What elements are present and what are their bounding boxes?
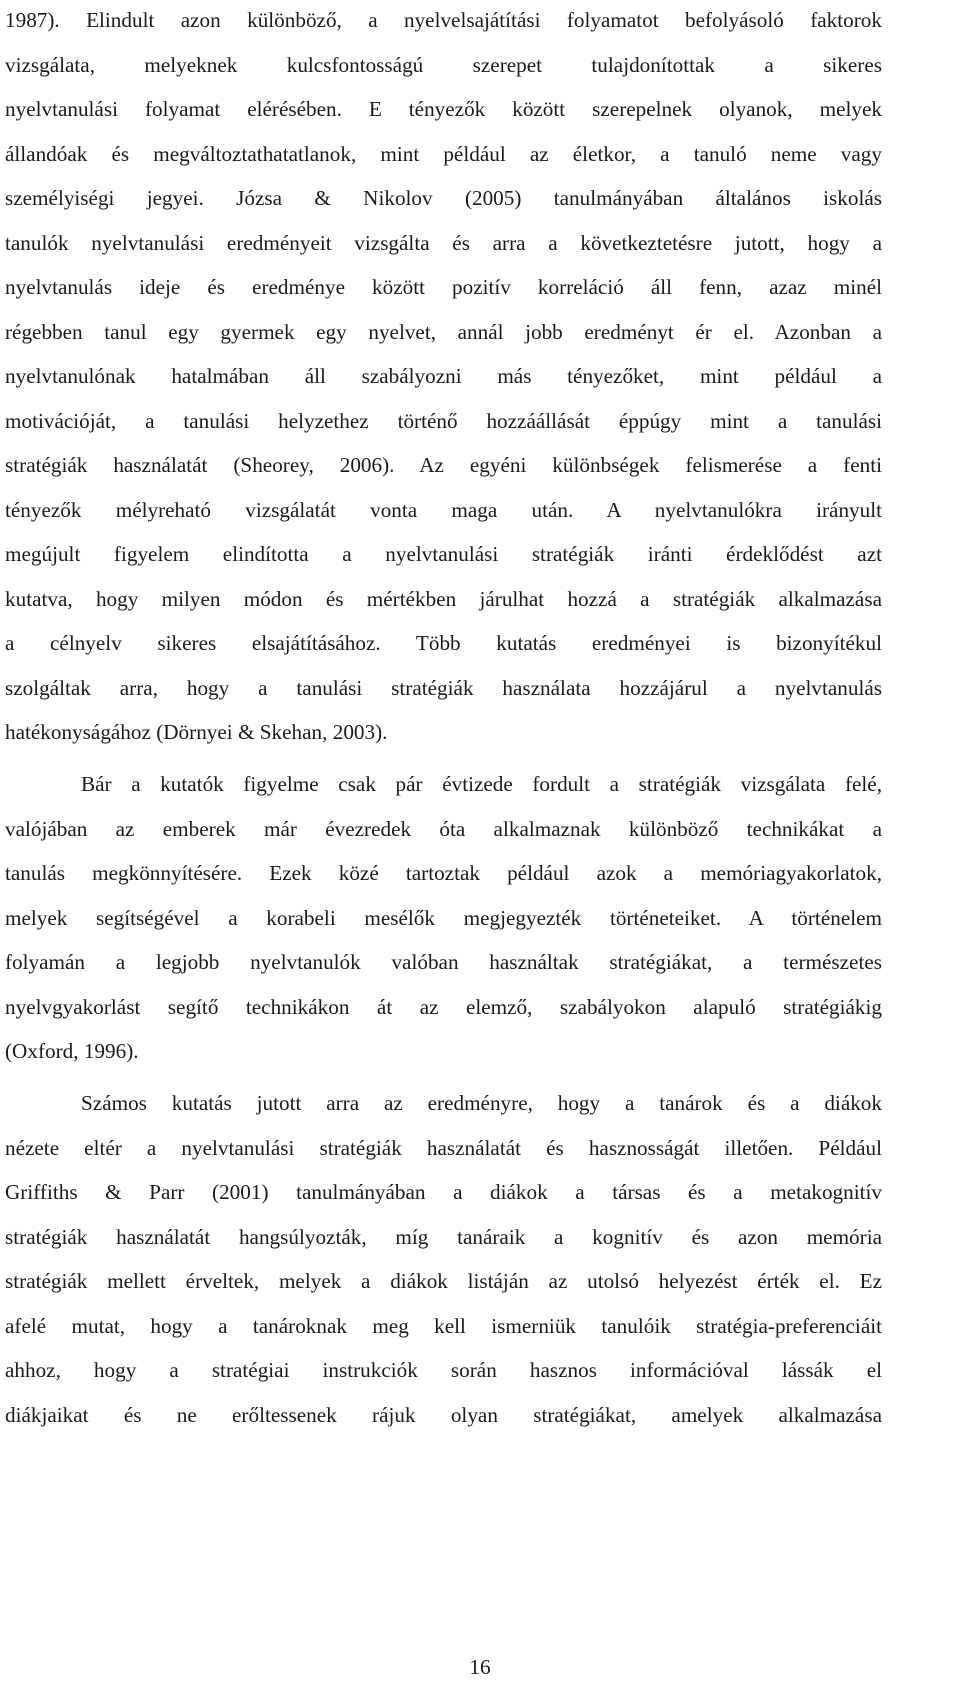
text-line: a célnyelv sikeres elsajátításához. Több kutatás eredményei is bizonyítékul	[5, 631, 882, 655]
text-line: tanulás megkönnyítésére. Ezek közé tartoztak például azok a memóriagyakorlatok,	[5, 861, 882, 885]
text-line: régebben tanul egy gyermek egy nyelvet, annál jobb eredményt ér el. Azonban a	[5, 319, 882, 344]
text-line: tényezők mélyreható vizsgálatát vonta maga után. A nyelvtanulókra irányult	[5, 497, 882, 522]
text-line: Bár a kutatók figyelme csak pár évtizede fordult a stratégiák vizsgálata felé,	[81, 772, 882, 796]
text-line: valójában az emberek már évezredek óta alkalmaznak különböző technikákat a	[5, 816, 882, 841]
text-line: folyamán a legjobb nyelvtanulók valóban használtak stratégiákat, a természetes	[5, 950, 882, 974]
text-line: nyelvtanulás ideje és eredménye között pozitív korreláció áll fenn, azaz minél	[5, 275, 882, 299]
text-line: (Oxford, 1996).	[5, 1039, 139, 1063]
text-line: kutatva, hogy milyen módon és mértékben járulhat hozzá a stratégiák alkalmazása	[5, 586, 882, 611]
text-line: stratégiák használatát hangsúlyozták, míg tanáraik a kognitív és azon memória	[5, 1224, 882, 1249]
text-line: szolgáltak arra, hogy a tanulási stratégiák használata hozzájárul a nyelvtanulás	[5, 675, 882, 700]
text-line: motivációját, a tanulási helyzethez történő hozzáállását éppúgy mint a tanulási	[5, 408, 882, 433]
text-line: személyiségi jegyei. Józsa & Nikolov (2005) tanulmányában általános iskolás	[5, 186, 882, 210]
text-line: tanulók nyelvtanulási eredményeit vizsgálta és arra a következtetésre jutott, hogy a	[5, 230, 882, 255]
text-line: nézete eltér a nyelvtanulási stratégiák használatát és hasznosságát illetően. Például	[5, 1135, 882, 1160]
text-line: diákjaikat és ne erőltessenek rájuk olyan stratégiákat, amelyek alkalmazása	[5, 1402, 882, 1427]
text-line: stratégiák mellett érveltek, melyek a diákok listáján az utolsó helyezést érték el. Ez	[5, 1269, 882, 1293]
text-line: állandóak és megváltoztathatatlanok, mint például az életkor, a tanuló neme vagy	[5, 141, 882, 166]
text-line: nyelvgyakorlást segítő technikákon át az elemző, szabályokon alapuló stratégiákig	[5, 994, 882, 1019]
page-number: 16	[469, 1655, 491, 1679]
text-line: nyelvtanulónak hatalmában áll szabályozni más tényezőket, mint például a	[5, 364, 882, 388]
text-line: Griffiths & Parr (2001) tanulmányában a diákok a társas és a metakognitív	[5, 1180, 882, 1204]
text-line: Számos kutatás jutott arra az eredményre, hogy a tanárok és a diákok	[81, 1091, 882, 1115]
text-line: afelé mutat, hogy a tanároknak meg kell ismerniük tanulóik stratégia-preferenciáit	[5, 1313, 882, 1338]
text-line: stratégiák használatát (Sheorey, 2006). Az egyéni különbségek felismerése a fenti	[5, 453, 882, 477]
text-line: ahhoz, hogy a stratégiai instrukciók során hasznos információval lássák el	[5, 1358, 882, 1382]
text-line: hatékonyságához (Dörnyei & Skehan, 2003).	[5, 720, 388, 744]
text-line: megújult figyelem elindította a nyelvtanulási stratégiák iránti érdeklődést azt	[5, 542, 882, 566]
text-line: vizsgálata, melyeknek kulcsfontosságú szerepet tulajdonítottak a sikeres	[5, 52, 882, 77]
text-line: 1987). Elindult azon különböző, a nyelvelsajátítási folyamatot befolyásoló faktorok	[5, 8, 882, 32]
text-line: melyek segítségével a korabeli mesélők megjegyezték történeteiket. A történelem	[5, 905, 882, 930]
text-line: nyelvtanulási folyamat elérésében. E tényezők között szerepelnek olyanok, melyek	[5, 97, 882, 121]
